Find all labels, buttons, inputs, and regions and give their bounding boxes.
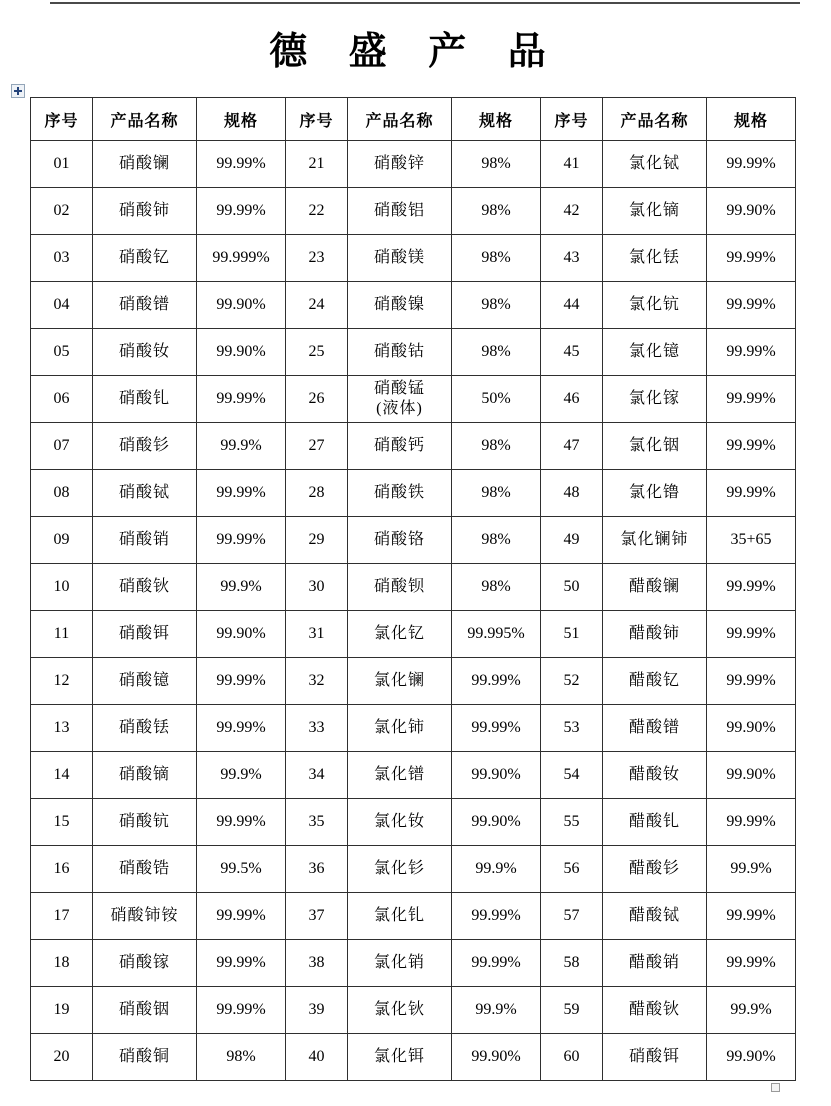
product-name-text: 硝酸铈铵 bbox=[110, 907, 179, 924]
product-name-text: 硝酸钬 bbox=[118, 578, 170, 595]
cell-product-name bbox=[348, 141, 452, 188]
cell-specification: 99.99% bbox=[707, 893, 796, 940]
cell-specification: 99.99% bbox=[197, 376, 286, 423]
cell-product-name bbox=[603, 987, 707, 1034]
cell-product-name bbox=[93, 423, 197, 470]
cell-specification: 98% bbox=[452, 188, 541, 235]
cell-serial-number: 18 bbox=[31, 940, 93, 987]
cell-serial-number: 33 bbox=[286, 705, 348, 752]
table-row bbox=[31, 705, 796, 752]
cell-product-name bbox=[603, 141, 707, 188]
table-row bbox=[31, 893, 796, 940]
cell-product-name bbox=[603, 423, 707, 470]
cell-product-name bbox=[348, 188, 452, 235]
cell-product-name bbox=[348, 752, 452, 799]
cell-serial-number: 26 bbox=[286, 376, 348, 423]
cell-product-name bbox=[603, 517, 707, 564]
cell-product-name bbox=[348, 611, 452, 658]
cell-specification: 99.9% bbox=[707, 846, 796, 893]
product-name-text: 硝酸铈 bbox=[118, 202, 170, 219]
product-name-text: 硝酸镱 bbox=[118, 672, 170, 689]
column-header: 规格 bbox=[452, 98, 541, 141]
cell-serial-number: 16 bbox=[31, 846, 93, 893]
cell-serial-number: 49 bbox=[541, 517, 603, 564]
cell-specification: 98% bbox=[452, 423, 541, 470]
product-name-text: 醋酸钐 bbox=[628, 860, 680, 877]
product-name-text: 硝酸钙 bbox=[373, 437, 425, 454]
product-name-text: 硝酸锰 bbox=[373, 380, 425, 397]
cell-specification: 99.99% bbox=[707, 329, 796, 376]
cell-specification: 99.99% bbox=[707, 799, 796, 846]
cell-specification: 99.5% bbox=[197, 846, 286, 893]
cell-serial-number: 05 bbox=[31, 329, 93, 376]
cell-specification: 99.99% bbox=[707, 423, 796, 470]
product-name-text: 氯化销 bbox=[373, 954, 425, 971]
cell-serial-number: 48 bbox=[541, 470, 603, 517]
table-row bbox=[31, 376, 796, 423]
cell-product-name bbox=[348, 940, 452, 987]
cell-specification: 99.999% bbox=[197, 235, 286, 282]
cell-specification: 99.99% bbox=[197, 188, 286, 235]
product-name-text: 硝酸钕 bbox=[118, 343, 170, 360]
cell-serial-number: 30 bbox=[286, 564, 348, 611]
cell-serial-number: 60 bbox=[541, 1034, 603, 1081]
table-move-handle-icon[interactable] bbox=[11, 84, 25, 98]
product-name-text: 硝酸镍 bbox=[373, 296, 425, 313]
cell-serial-number: 31 bbox=[286, 611, 348, 658]
cell-product-name bbox=[603, 282, 707, 329]
product-name-text: 硝酸铥 bbox=[118, 719, 170, 736]
cell-product-name bbox=[603, 1034, 707, 1081]
product-name-text: 硝酸锌 bbox=[373, 155, 425, 172]
product-name-text: 硝酸铒 bbox=[118, 625, 170, 642]
cell-product-name bbox=[348, 987, 452, 1034]
table-row bbox=[31, 141, 796, 188]
table-row bbox=[31, 423, 796, 470]
cell-specification: 99.99% bbox=[197, 470, 286, 517]
cell-product-name bbox=[93, 846, 197, 893]
products-table bbox=[30, 97, 796, 1081]
cell-product-name bbox=[348, 282, 452, 329]
cell-product-name bbox=[93, 188, 197, 235]
product-name-text: 硝酸钡 bbox=[373, 578, 425, 595]
cell-serial-number: 15 bbox=[31, 799, 93, 846]
cell-serial-number: 32 bbox=[286, 658, 348, 705]
cell-serial-number: 23 bbox=[286, 235, 348, 282]
cell-specification: 99.99% bbox=[197, 658, 286, 705]
product-name-text: 氯化铟 bbox=[628, 437, 680, 454]
cell-product-name bbox=[93, 705, 197, 752]
cell-specification: 99.99% bbox=[452, 940, 541, 987]
column-header: 规格 bbox=[707, 98, 796, 141]
cell-specification: 99.90% bbox=[197, 329, 286, 376]
cell-specification: 99.99% bbox=[197, 987, 286, 1034]
cell-specification: 99.99% bbox=[707, 658, 796, 705]
cell-specification: 99.90% bbox=[707, 752, 796, 799]
cell-specification: 99.90% bbox=[197, 611, 286, 658]
cell-serial-number: 42 bbox=[541, 188, 603, 235]
product-name-text: 氯化铥 bbox=[628, 249, 680, 266]
cell-product-name bbox=[93, 141, 197, 188]
column-header: 序号 bbox=[31, 98, 93, 141]
cell-product-name bbox=[603, 893, 707, 940]
cell-serial-number: 37 bbox=[286, 893, 348, 940]
cell-product-name bbox=[603, 611, 707, 658]
cell-specification: 99.99% bbox=[452, 705, 541, 752]
product-name-text: 氯化钇 bbox=[373, 625, 425, 642]
product-name-text: 硝酸铟 bbox=[118, 1001, 170, 1018]
cell-serial-number: 43 bbox=[541, 235, 603, 282]
cell-specification: 99.99% bbox=[707, 611, 796, 658]
cell-serial-number: 06 bbox=[31, 376, 93, 423]
cell-serial-number: 14 bbox=[31, 752, 93, 799]
column-header: 规格 bbox=[197, 98, 286, 141]
cell-serial-number: 59 bbox=[541, 987, 603, 1034]
cell-serial-number: 51 bbox=[541, 611, 603, 658]
cell-specification: 99.99% bbox=[197, 517, 286, 564]
cell-product-name bbox=[348, 423, 452, 470]
product-name-text: 氯化镥 bbox=[628, 484, 680, 501]
product-name-text: 醋酸钬 bbox=[628, 1001, 680, 1018]
cell-serial-number: 44 bbox=[541, 282, 603, 329]
cell-specification: 98% bbox=[452, 329, 541, 376]
cell-product-name bbox=[93, 940, 197, 987]
column-header: 序号 bbox=[286, 98, 348, 141]
cell-product-name bbox=[348, 564, 452, 611]
cell-specification: 99.90% bbox=[452, 799, 541, 846]
cell-specification: 99.99% bbox=[707, 141, 796, 188]
cell-product-name bbox=[93, 282, 197, 329]
cell-specification: 99.90% bbox=[707, 1034, 796, 1081]
cell-product-name bbox=[93, 517, 197, 564]
cell-serial-number: 03 bbox=[31, 235, 93, 282]
product-name-text: 氯化钬 bbox=[373, 1001, 425, 1018]
cell-specification: 99.99% bbox=[197, 799, 286, 846]
column-header: 产品名称 bbox=[348, 98, 452, 141]
table-body bbox=[31, 141, 796, 1081]
table-row bbox=[31, 564, 796, 611]
table-row bbox=[31, 329, 796, 376]
cell-serial-number: 17 bbox=[31, 893, 93, 940]
table-row bbox=[31, 752, 796, 799]
cell-specification: 99.90% bbox=[452, 752, 541, 799]
cell-product-name bbox=[93, 987, 197, 1034]
cell-serial-number: 50 bbox=[541, 564, 603, 611]
cell-serial-number: 41 bbox=[541, 141, 603, 188]
cell-product-name bbox=[348, 799, 452, 846]
cell-specification: 98% bbox=[452, 282, 541, 329]
cell-specification: 98% bbox=[452, 141, 541, 188]
cell-product-name bbox=[93, 376, 197, 423]
product-name-text: 硝酸钐 bbox=[118, 437, 170, 454]
cell-serial-number: 02 bbox=[31, 188, 93, 235]
product-name-text: 氯化钆 bbox=[373, 907, 425, 924]
cell-specification: 99.99% bbox=[197, 940, 286, 987]
cell-product-name bbox=[603, 799, 707, 846]
cell-product-name bbox=[93, 235, 197, 282]
cell-serial-number: 58 bbox=[541, 940, 603, 987]
product-name-text: 氯化钕 bbox=[373, 813, 425, 830]
product-name-text: 醋酸镨 bbox=[628, 719, 680, 736]
cell-specification: 35+65 bbox=[707, 517, 796, 564]
cell-product-name bbox=[603, 752, 707, 799]
cell-serial-number: 25 bbox=[286, 329, 348, 376]
cell-specification: 99.9% bbox=[452, 846, 541, 893]
cell-serial-number: 29 bbox=[286, 517, 348, 564]
product-name-text: 硝酸销 bbox=[118, 531, 170, 548]
cell-serial-number: 10 bbox=[31, 564, 93, 611]
cell-serial-number: 34 bbox=[286, 752, 348, 799]
product-name-text: 氯化铒 bbox=[373, 1048, 425, 1065]
cell-product-name bbox=[93, 1034, 197, 1081]
cell-product-name bbox=[348, 517, 452, 564]
product-name-text: 硝酸镧 bbox=[118, 155, 170, 172]
cell-product-name bbox=[93, 329, 197, 376]
product-name-text: 硝酸钴 bbox=[373, 343, 425, 360]
product-name-text: 硝酸钆 bbox=[118, 390, 170, 407]
cell-specification: 99.99% bbox=[707, 376, 796, 423]
table-row bbox=[31, 282, 796, 329]
cell-specification: 98% bbox=[452, 235, 541, 282]
product-name-text: 醋酸钕 bbox=[628, 766, 680, 783]
cell-specification: 99.9% bbox=[707, 987, 796, 1034]
cell-product-name bbox=[348, 329, 452, 376]
cell-specification: 99.995% bbox=[452, 611, 541, 658]
cell-product-name bbox=[348, 376, 452, 423]
cell-serial-number: 01 bbox=[31, 141, 93, 188]
product-name-text: 硝酸镝 bbox=[118, 766, 170, 783]
cell-specification: 98% bbox=[452, 564, 541, 611]
product-name-text: 醋酸铽 bbox=[628, 907, 680, 924]
cell-product-name bbox=[603, 658, 707, 705]
cell-serial-number: 40 bbox=[286, 1034, 348, 1081]
cell-specification: 99.9% bbox=[197, 564, 286, 611]
cell-serial-number: 28 bbox=[286, 470, 348, 517]
cell-specification: 99.90% bbox=[707, 188, 796, 235]
product-name-text: 硝酸镓 bbox=[118, 954, 170, 971]
cell-product-name bbox=[348, 235, 452, 282]
cell-serial-number: 21 bbox=[286, 141, 348, 188]
product-name-text: 硝酸铜 bbox=[118, 1048, 170, 1065]
product-name-text: 硝酸钇 bbox=[118, 249, 170, 266]
cell-product-name bbox=[93, 752, 197, 799]
cell-specification: 99.99% bbox=[707, 235, 796, 282]
cell-product-name bbox=[603, 705, 707, 752]
table-row bbox=[31, 470, 796, 517]
product-name-text: 氯化镨 bbox=[373, 766, 425, 783]
cell-product-name bbox=[603, 470, 707, 517]
product-name-text: 硝酸铒 bbox=[628, 1048, 680, 1065]
cell-serial-number: 07 bbox=[31, 423, 93, 470]
cell-specification: 98% bbox=[452, 517, 541, 564]
cell-serial-number: 11 bbox=[31, 611, 93, 658]
table-row bbox=[31, 987, 796, 1034]
cell-specification: 50% bbox=[452, 376, 541, 423]
product-name-text: 氯化镧 bbox=[373, 672, 425, 689]
cell-serial-number: 52 bbox=[541, 658, 603, 705]
cell-serial-number: 27 bbox=[286, 423, 348, 470]
table-resize-handle-icon[interactable] bbox=[771, 1083, 780, 1092]
table-row bbox=[31, 940, 796, 987]
cell-serial-number: 55 bbox=[541, 799, 603, 846]
cell-product-name bbox=[603, 235, 707, 282]
header-rule bbox=[50, 2, 800, 4]
cell-specification: 99.9% bbox=[197, 423, 286, 470]
cell-specification: 98% bbox=[197, 1034, 286, 1081]
cell-specification: 99.9% bbox=[197, 752, 286, 799]
column-header: 产品名称 bbox=[603, 98, 707, 141]
cell-serial-number: 54 bbox=[541, 752, 603, 799]
product-name-text: 硝酸铁 bbox=[373, 484, 425, 501]
cell-product-name bbox=[603, 564, 707, 611]
product-name-text: 硝酸铬 bbox=[373, 531, 425, 548]
product-name-text: 氯化镧铈 bbox=[620, 531, 689, 548]
cell-product-name bbox=[93, 564, 197, 611]
product-name-text: 氯化铈 bbox=[373, 719, 425, 736]
cell-product-name bbox=[348, 893, 452, 940]
product-name-text: 氯化钐 bbox=[373, 860, 425, 877]
cell-serial-number: 22 bbox=[286, 188, 348, 235]
cell-serial-number: 53 bbox=[541, 705, 603, 752]
cell-specification: 99.99% bbox=[707, 564, 796, 611]
column-header: 序号 bbox=[541, 98, 603, 141]
cell-specification: 99.99% bbox=[197, 705, 286, 752]
product-name-text: 醋酸钆 bbox=[628, 813, 680, 830]
cell-specification: 99.99% bbox=[707, 282, 796, 329]
cell-product-name bbox=[348, 705, 452, 752]
table-row bbox=[31, 658, 796, 705]
cell-serial-number: 19 bbox=[31, 987, 93, 1034]
cell-product-name bbox=[348, 1034, 452, 1081]
cell-specification: 99.90% bbox=[707, 705, 796, 752]
cell-product-name bbox=[348, 846, 452, 893]
cell-specification: 98% bbox=[452, 470, 541, 517]
column-header: 产品名称 bbox=[93, 98, 197, 141]
cell-serial-number: 13 bbox=[31, 705, 93, 752]
product-name-text: 醋酸销 bbox=[628, 954, 680, 971]
cell-specification: 99.9% bbox=[452, 987, 541, 1034]
cell-serial-number: 04 bbox=[31, 282, 93, 329]
product-name-subtext: (液体) bbox=[376, 400, 423, 417]
table-row bbox=[31, 846, 796, 893]
cell-specification: 99.99% bbox=[197, 141, 286, 188]
cell-specification: 99.99% bbox=[452, 658, 541, 705]
cell-specification: 99.99% bbox=[707, 940, 796, 987]
cell-specification: 99.90% bbox=[452, 1034, 541, 1081]
cell-product-name bbox=[603, 188, 707, 235]
cell-serial-number: 57 bbox=[541, 893, 603, 940]
table-row bbox=[31, 235, 796, 282]
cell-product-name bbox=[93, 611, 197, 658]
cell-specification: 99.99% bbox=[197, 893, 286, 940]
cell-serial-number: 46 bbox=[541, 376, 603, 423]
table-header-row bbox=[31, 98, 796, 141]
table-row bbox=[31, 1034, 796, 1081]
cell-product-name bbox=[603, 376, 707, 423]
cell-serial-number: 56 bbox=[541, 846, 603, 893]
cell-serial-number: 39 bbox=[286, 987, 348, 1034]
cell-product-name bbox=[93, 470, 197, 517]
cell-serial-number: 24 bbox=[286, 282, 348, 329]
product-name-text: 氯化钪 bbox=[628, 296, 680, 313]
table-row bbox=[31, 799, 796, 846]
product-name-text: 氯化镱 bbox=[628, 343, 680, 360]
product-name-text: 硝酸镨 bbox=[118, 296, 170, 313]
cell-serial-number: 38 bbox=[286, 940, 348, 987]
document-title: 德 盛 产 品 bbox=[269, 31, 562, 73]
product-name-text: 氯化镝 bbox=[628, 202, 680, 219]
cell-serial-number: 12 bbox=[31, 658, 93, 705]
cell-specification: 99.90% bbox=[197, 282, 286, 329]
cell-specification: 99.99% bbox=[452, 893, 541, 940]
product-name-text: 硝酸铽 bbox=[118, 484, 170, 501]
product-name-text: 醋酸铈 bbox=[628, 625, 680, 642]
table-row bbox=[31, 611, 796, 658]
product-name-text: 硝酸锆 bbox=[118, 860, 170, 877]
table-row bbox=[31, 517, 796, 564]
four-way-arrow-icon bbox=[14, 87, 22, 95]
cell-serial-number: 20 bbox=[31, 1034, 93, 1081]
product-name-text: 硝酸镁 bbox=[373, 249, 425, 266]
cell-product-name bbox=[93, 799, 197, 846]
cell-serial-number: 09 bbox=[31, 517, 93, 564]
cell-product-name bbox=[348, 470, 452, 517]
table-row bbox=[31, 188, 796, 235]
product-name-text: 氯化铽 bbox=[628, 155, 680, 172]
cell-product-name bbox=[93, 658, 197, 705]
product-name-text: 硝酸钪 bbox=[118, 813, 170, 830]
cell-specification: 99.99% bbox=[707, 470, 796, 517]
cell-serial-number: 47 bbox=[541, 423, 603, 470]
cell-serial-number: 35 bbox=[286, 799, 348, 846]
product-name-text: 醋酸镧 bbox=[628, 578, 680, 595]
cell-serial-number: 36 bbox=[286, 846, 348, 893]
cell-product-name bbox=[603, 329, 707, 376]
product-name-text: 醋酸钇 bbox=[628, 672, 680, 689]
cell-product-name bbox=[348, 658, 452, 705]
cell-product-name bbox=[93, 893, 197, 940]
cell-serial-number: 45 bbox=[541, 329, 603, 376]
cell-serial-number: 08 bbox=[31, 470, 93, 517]
cell-product-name bbox=[603, 846, 707, 893]
cell-product-name bbox=[603, 940, 707, 987]
product-name-text: 硝酸铝 bbox=[373, 202, 425, 219]
product-name-text: 氯化镓 bbox=[628, 390, 680, 407]
